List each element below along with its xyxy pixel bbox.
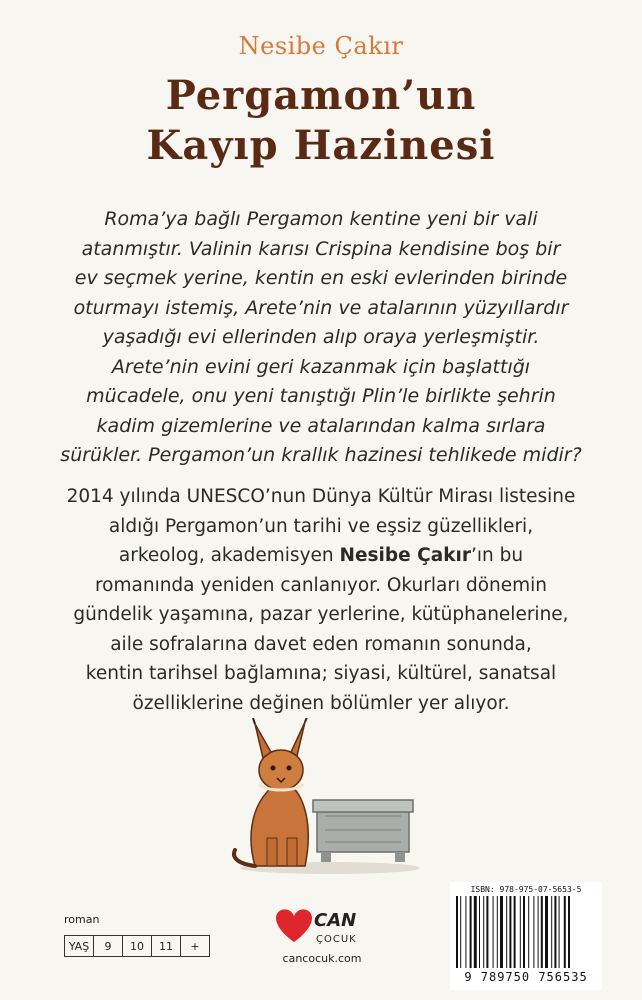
- about-line: özelliklerine değinen bölümler yer alıyor.: [132, 692, 510, 714]
- age-label: YAŞ: [65, 936, 94, 957]
- isbn-text: ISBN: 978-975-07-5653-5: [470, 885, 582, 894]
- can-cocuk-logo: [268, 902, 368, 950]
- synopsis-paragraph: [60, 205, 582, 471]
- barcode-area: [450, 882, 602, 990]
- about-line: kentin tarihsel bağlamına; siyasi, kültürel, sanatsal: [85, 663, 557, 684]
- lynx-icon: [234, 718, 308, 866]
- about-line: aldığı Pergamon’un tarihi ve eşsiz güzellikleri,: [108, 515, 534, 537]
- about-text: ’ın bu: [470, 545, 524, 566]
- barcode-number: 9 789750 756535: [464, 970, 588, 984]
- book-title-line-1: Pergamon’un: [165, 72, 477, 119]
- age-cell: +: [181, 936, 210, 957]
- logo-text-top: CAN: [314, 910, 357, 931]
- genre-label: roman: [64, 913, 100, 926]
- age-cell: 11: [152, 936, 181, 957]
- lynx-and-chest-illustration: [225, 718, 425, 878]
- synopsis-line: ev seçmek yerine, kentin en eski evlerinden birinde: [74, 267, 568, 289]
- author-name: Nesibe Çakır: [238, 32, 404, 60]
- treasure-chest-icon: [313, 800, 413, 862]
- barcode-icon: [454, 896, 598, 968]
- heart-icon: [276, 909, 312, 942]
- synopsis-line: sürükler. Pergamon’un krallık hazinesi tehlikede midir?: [60, 444, 582, 466]
- publisher-website: cancocuk.com: [282, 952, 362, 965]
- book-title-line-2: Kayıp Hazinesi: [146, 122, 496, 169]
- synopsis-line: atanmıştır. Valinin karısı Crispina kendisine boş bir: [81, 237, 561, 260]
- synopsis-line: mücadele, onu yeni tanıştığı Plin’le birlikte şehrin: [86, 385, 556, 407]
- age-rating-table: [64, 935, 210, 957]
- age-cell: 9: [94, 936, 123, 957]
- about-line: [40, 541, 602, 571]
- about-paragraph: [40, 482, 602, 718]
- about-line: romanında yeniden canlanıyor. Okurları dönemin: [94, 574, 548, 596]
- synopsis-line: Arete’nin evini geri kazanmak için başlattığı: [111, 355, 531, 378]
- synopsis-line: oturmayı istemiş, Arete’nin ve atalarının yüzyıllardır: [73, 296, 569, 319]
- synopsis-line: yaşadığı evi ellerinden alıp oraya yerleşmiştir.: [102, 326, 540, 348]
- about-text: arkeolog, akademisyen: [118, 545, 340, 566]
- synopsis-line: Roma’ya bağlı Pergamon kentine yeni bir vali: [104, 208, 538, 230]
- about-line: gündelik yaşamına, pazar yerlerine, kütüphanelerine,: [73, 604, 569, 625]
- author-name-bold: Nesibe Çakır: [339, 545, 471, 566]
- about-line: aile sofralarına davet eden romanın sonunda,: [110, 633, 532, 655]
- logo-text-bottom: ÇOCUK: [316, 934, 357, 945]
- age-cell: 10: [123, 936, 152, 957]
- about-line: 2014 yılında UNESCO’nun Dünya Kültür Mirası listesine: [66, 486, 576, 507]
- synopsis-line: kadim gizemlerine ve atalarından kalma sırlara: [96, 414, 546, 437]
